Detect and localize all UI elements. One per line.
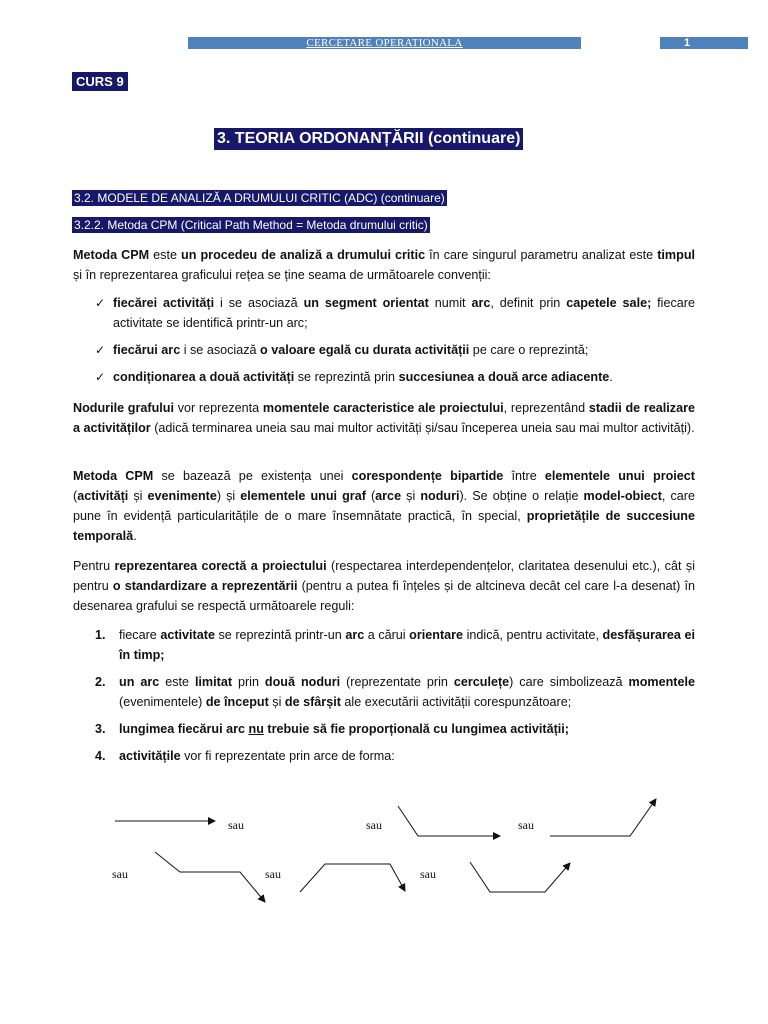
paragraph-nodes: Nodurile grafului vor reprezenta momentele caracteristice ale proiectului, reprezentând stadii de realizare a activităților (adică terminarea uneia sau mai multor activități și/sau începerea uneia sau mai multor activități).	[73, 401, 696, 435]
subsection-heading: 3.2.2. Metoda CPM (Critical Path Method = Metoda drumului critic)	[74, 218, 428, 232]
course-label: CURS 9	[72, 72, 128, 91]
arc-shapes-figure	[100, 790, 680, 920]
bent-down-arc-arrow	[398, 806, 500, 836]
list-number: 4.	[95, 749, 106, 763]
list-item: ✓ condiționarea a două activități se reprezintă prin succesiunea a două arce adiacente.	[95, 367, 695, 387]
paragraph-cpm-definition: Metoda CPM este un procedeu de analiză a drumului critic în care singurul parametru analizat este timpul și în reprezentarea graficului rețea se ține seama de următoarele convenții:	[73, 248, 696, 282]
header-title: CERCETARE OPERATIONALA	[188, 37, 581, 49]
bent-up-arc-arrow	[550, 799, 656, 836]
conventions-list	[95, 293, 695, 394]
sau-label: sau	[228, 818, 244, 832]
list-item: 3. lungimea fiecărui arc nu trebuie să fie proporțională cu lungimea activității;	[95, 719, 695, 739]
list-number: 3.	[95, 722, 106, 736]
list-number: 1.	[95, 628, 106, 642]
list-item: ✓ fiecărui arc i se asociază o valoare egală cu durata activității pe care o reprezintă;	[95, 340, 695, 360]
sau-label: sau	[420, 867, 436, 881]
sau-label: sau	[112, 867, 128, 881]
paragraph-correspondence: Metoda CPM se bazează pe existența unei corespondențe bipartide între elementele unui proiect (activități și evenimente) și elementele unui graf (arce și noduri). Se obține o relație model-obiect, care pune în evidență particularitățile de o mare însemnătate practică, în special, proprietățile de succesiune temporală.	[73, 469, 695, 543]
checkmark-icon: ✓	[95, 296, 106, 310]
list-item: 2. un arc este limitat prin două noduri (reprezentate prin cerculețe) care simbolizează momentele (evenimentele) de început și de sfârșit ale executării activității corespunzătoare;	[95, 672, 695, 712]
section-heading: 3.2. MODELE DE ANALIZĂ A DRUMULUI CRITIC (ADC) (continuare)	[74, 191, 445, 205]
checkmark-icon: ✓	[95, 370, 106, 384]
sau-label: sau	[265, 867, 281, 881]
list-item: 1. fiecare activitate se reprezintă printr-un arc a cărui orientare indică, pentru activitate, desfășurarea ei în timp;	[95, 625, 695, 665]
page-number: 1	[660, 37, 748, 49]
sau-label: sau	[366, 818, 382, 832]
up-horizontal-arc-arrow	[300, 864, 405, 892]
checkmark-icon: ✓	[95, 343, 106, 357]
rules-list	[95, 625, 695, 773]
paragraph-rules-intro: Pentru reprezentarea corectă a proiectului (respectarea interdependențelor, claritatea desenului etc.), cât și pentru o standardizare a reprezentării (pentru a putea fi înțeles și de altcineva decât cel care l-a desenat) în desenarea grafului se respectă următoarele reguli:	[73, 559, 695, 613]
down-horizontal-arc-arrow	[155, 852, 265, 902]
chapter-title: 3. TEORIA ORDONANȚĂRII (continuare)	[214, 128, 523, 150]
list-item: ✓ fiecărei activități i se asociază un segment orientat numit arc, definit prin capetele sale; fiecare activitate se identifică printr-un arc;	[95, 293, 695, 333]
list-number: 2.	[95, 675, 106, 689]
down-up-arc-arrow	[470, 862, 570, 892]
list-item: 4. activitățile vor fi reprezentate prin arce de forma:	[95, 746, 695, 766]
sau-label: sau	[518, 818, 534, 832]
